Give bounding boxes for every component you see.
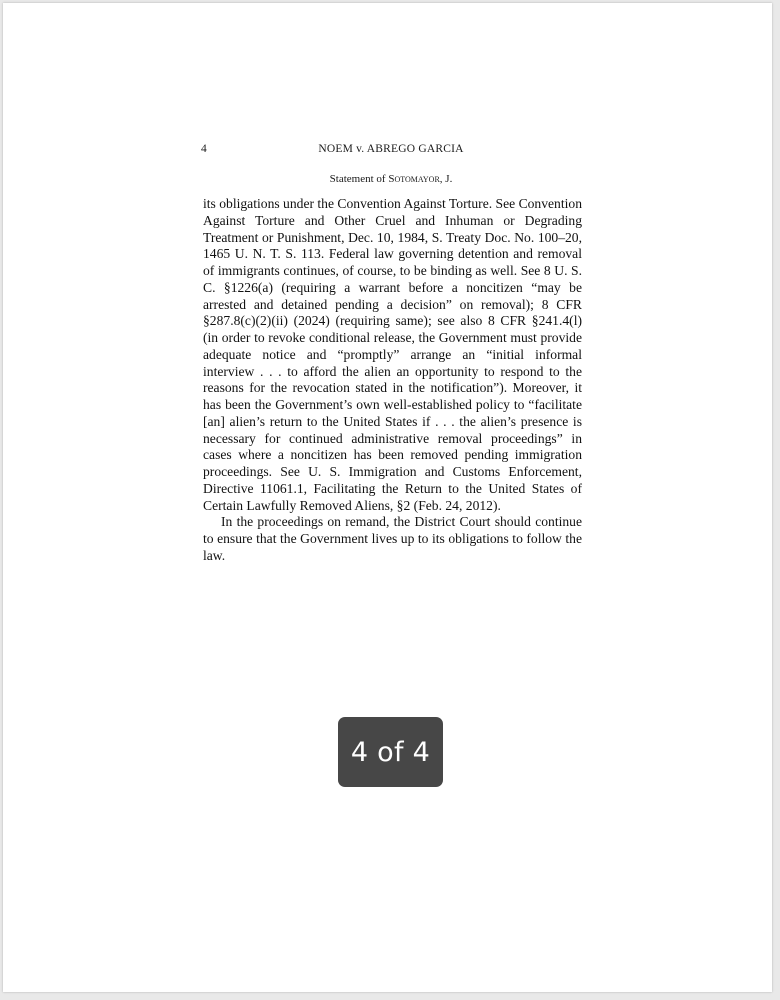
statement-justice: Sotomayor (388, 173, 440, 185)
statement-suffix: , J. (439, 173, 453, 185)
statement-heading (201, 173, 581, 185)
running-head (201, 143, 581, 159)
case-title: NOEM v. ABREGO GARCIA (318, 143, 464, 155)
statement-prefix: Statement of (329, 173, 389, 185)
page-number: 4 (201, 143, 207, 155)
opinion-paragraph-2: In the proceedings on remand, the District Court should continue to ensure that the Government lives up to its obligations to follow the law. (203, 514, 582, 563)
opinion-body (203, 196, 582, 565)
page-indicator: 4 of 4 (338, 717, 443, 787)
opinion-paragraph-1: its obligations under the Convention Against Torture. See Convention Against Torture and Other Cruel and Inhuman or Degrading Treatment or Punishment, Dec. 10, 1984, S. Treaty Doc. No. 100–20, 1465 U. N. T. S. 113. Federal law governing detention and removal of immigrants continues, of course, to be binding as well. See 8 U. S. C. §1226(a) (requiring a warrant before a noncitizen “may be arrested and detained pending a decision” on removal); 8 CFR §287.8(c)(2)(ii) (2024) (requiring same); see also 8 CFR §241.4(l) (in order to revoke conditional release, the Government must provide adequate notice and “promptly” arrange an “initial informal interview . . . to afford the alien an opportunity to respond to the reasons for the revocation stated in the notification”). Moreover, it has been the Government’s own well-established policy to “facilitate [an] alien’s return to the United States if . . . the alien’s presence is necessary for continued administrative removal proceedings” in cases where a noncitizen has been removed pending immigration proceedings. See U. S. Immigration and Customs Enforcement, Directive 11061.1, Facilitating the Return to the United States of Certain Lawfully Removed Aliens, §2 (Feb. 24, 2012). (203, 196, 583, 513)
document-page (3, 3, 772, 992)
